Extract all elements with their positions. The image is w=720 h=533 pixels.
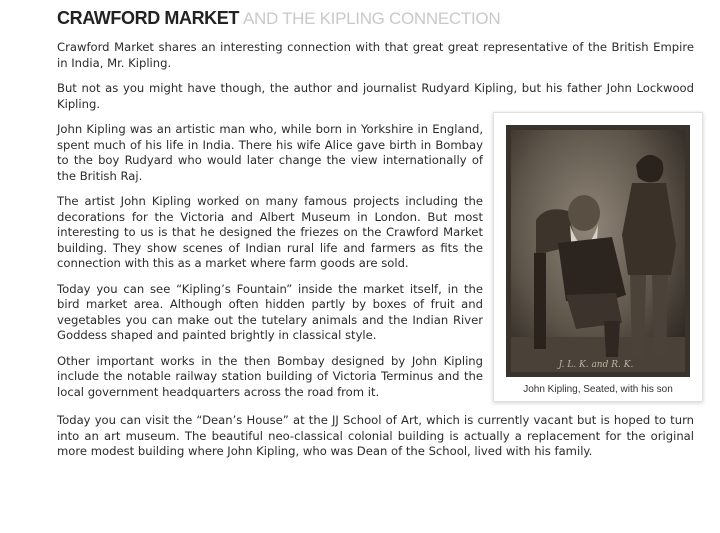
- article: [57, 0, 694, 460]
- kipling-photo: [506, 125, 690, 377]
- title-main: CRAWFORD MARKET: [57, 8, 239, 28]
- page-title: [57, 0, 694, 28]
- photo-caption: John Kipling, Seated, with his son: [523, 384, 673, 395]
- paragraph-1: Crawford Market shares an interesting connection with that great great representative of the British Empire in India, Mr. Kipling.: [57, 40, 694, 70]
- paragraph-4: The artist John Kipling worked on many famous projects including the decorations for the Victoria and Albert Museum in London. But most interesting to us is that he designed the friezes on the Crawford Market building. They show scenes of Indian rural life and farmers as fits the connection with this as a market where farm goods are sold.: [57, 194, 483, 270]
- title-subtitle: AND THE KIPLING CONNECTION: [242, 9, 501, 28]
- photo-figure: [493, 112, 703, 402]
- photo-inscription: J. L. K. and R. K.: [558, 360, 634, 370]
- son-leg-left: [630, 275, 646, 357]
- paragraph-5: Today you can see “Kipling’s Fountain” inside the market itself, in the bird market area. Although often hidden partly by boxes of fruit and vegetables you can make out the tutelary animals and the Indian River Goddess shaped and painted brightly in classical style.: [57, 281, 483, 342]
- father-leg: [604, 321, 620, 357]
- kipling-photo-illustration: [506, 125, 690, 377]
- chair-leg: [534, 253, 546, 349]
- paragraph-3: John Kipling was an artistic man who, while born in Yorkshire in England, spent much of his life in India. There his wife Alice gave birth in Bombay to the boy Rudyard who would later change the view internationally of the British Raj.: [57, 122, 483, 183]
- paragraph-2: But not as you might have though, the author and journalist Rudyard Kipling, but his father John Lockwood Kipling.: [57, 81, 694, 111]
- paragraph-6: Other important works in the then Bombay designed by John Kipling include the notable railway station building of Victoria Terminus and the local government headquarters across the road from it.: [57, 353, 483, 399]
- father-head: [568, 195, 600, 231]
- son-coat: [622, 183, 676, 275]
- paragraph-7: Today you can visit the “Dean’s House” at the JJ School of Art, which is currently vacant but is hoped to turn into an art museum. The beautiful neo-classical colonial building is actually a replacement for the original more modest building where John Kipling, who was Dean of the School, lived with his family.: [57, 413, 694, 458]
- son-leg-right: [652, 275, 668, 357]
